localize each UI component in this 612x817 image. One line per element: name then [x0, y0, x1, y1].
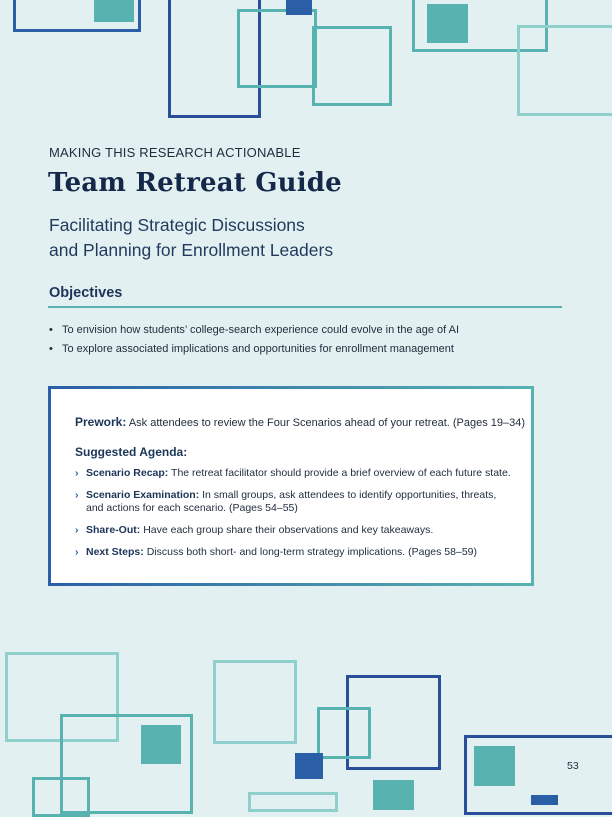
decorative-square	[213, 660, 297, 744]
agenda-item-text: In small groups, ask attendees to identify opportunities, threats, and actions for each scenario. (Pages 54–55)	[86, 489, 497, 514]
subtitle-line: Facilitating Strategic Discussions	[49, 215, 305, 235]
agenda-list	[75, 467, 515, 568]
chevron-right-icon: ›	[75, 489, 79, 501]
page-title: Team Retreat Guide	[48, 168, 342, 198]
page-number: 53	[567, 760, 579, 772]
decorative-square	[32, 777, 90, 817]
prework-line	[75, 415, 525, 429]
divider	[48, 306, 562, 308]
decorative-square	[373, 780, 414, 810]
decorative-square	[237, 9, 317, 88]
decorative-square	[317, 707, 371, 759]
bullet-icon: •	[49, 343, 53, 355]
decorative-square	[517, 25, 612, 116]
objectives-heading: Objectives	[49, 285, 123, 301]
agenda-item	[75, 467, 515, 480]
page-subtitle	[49, 213, 333, 263]
chevron-right-icon: ›	[75, 467, 79, 479]
agenda-item-text: Discuss both short- and long-term strategy implications. (Pages 58–59)	[146, 546, 478, 558]
chevron-right-icon: ›	[75, 546, 79, 558]
agenda-box	[48, 386, 534, 586]
agenda-item	[75, 546, 515, 559]
decorative-square	[94, 0, 134, 22]
agenda-heading: Suggested Agenda:	[75, 445, 188, 459]
objectives-list	[49, 321, 459, 359]
decorative-square	[141, 725, 181, 764]
chevron-right-icon: ›	[75, 524, 79, 536]
list-item-text: To explore associated implications and opportunities for enrollment management	[62, 343, 454, 355]
list-item	[49, 321, 459, 340]
bullet-icon: •	[49, 324, 53, 336]
decorative-square	[248, 792, 338, 812]
decorative-square	[312, 26, 392, 106]
decorative-square	[295, 753, 323, 779]
prework-text: Ask attendees to review the Four Scenarios ahead of your retreat. (Pages 19–34)	[128, 417, 526, 429]
agenda-item-label: Share-Out:	[86, 524, 141, 536]
list-item-text: To envision how students’ college-search experience could evolve in the age of AI	[62, 324, 460, 336]
subtitle-line: and Planning for Enrollment Leaders	[49, 240, 334, 260]
agenda-item-text: Have each group share their observations and key takeaways.	[143, 524, 434, 536]
decorative-square	[474, 746, 515, 786]
agenda-item	[75, 489, 515, 515]
prework-label: Prework:	[75, 415, 127, 429]
agenda-item	[75, 524, 515, 537]
agenda-item-label: Next Steps:	[86, 546, 144, 558]
agenda-item-text: The retreat facilitator should provide a brief overview of each future state.	[171, 467, 511, 479]
decorative-square	[531, 795, 558, 805]
decorative-square	[427, 4, 468, 43]
decorative-square	[286, 0, 312, 15]
agenda-item-label: Scenario Recap:	[86, 467, 169, 479]
eyebrow-label: MAKING THIS RESEARCH ACTIONABLE	[49, 145, 301, 160]
agenda-item-label: Scenario Examination:	[86, 489, 200, 501]
list-item	[49, 340, 459, 359]
